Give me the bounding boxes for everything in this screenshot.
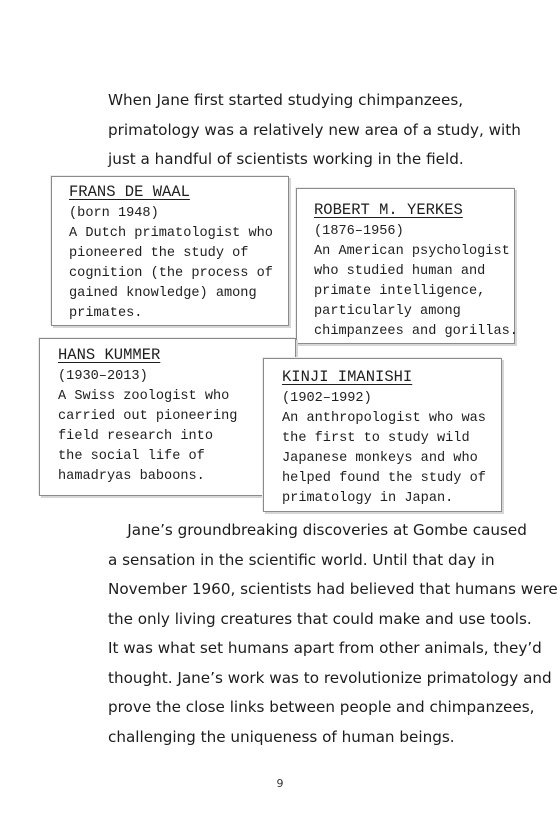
- bio-card-line: particularly among: [314, 304, 461, 319]
- bio-card-name: ROBERT M. YERKES: [314, 201, 463, 219]
- intro-paragraph: [108, 86, 521, 175]
- bio-card-robert-m-yerkes: [296, 188, 518, 344]
- bio-card-line: An anthropologist who was: [282, 411, 486, 426]
- bio-card-name: KINJI IMANISHI: [282, 368, 413, 386]
- bio-card-line: An American psychologist: [314, 244, 510, 259]
- bio-card-line: cognition (the process of: [69, 266, 273, 281]
- bio-card-frans-de-waal: [51, 176, 289, 326]
- text-line: just a handful of scientists working in the field.: [108, 150, 464, 168]
- text-line: It was what set humans apart from other animals, they’d: [108, 639, 542, 657]
- bio-card-line: the social life of: [58, 449, 205, 464]
- bio-card-line: A Dutch primatologist who: [69, 226, 273, 241]
- bio-card-line: the first to study wild: [282, 431, 470, 446]
- bio-card-line: primates.: [69, 306, 143, 321]
- text-line: a sensation in the scientific world. Until that day in: [108, 550, 495, 569]
- text-line: When Jane first started studying chimpanzees,: [108, 91, 464, 109]
- text-line: challenging the uniqueness of human beings.: [108, 727, 455, 746]
- bio-card-line: (1876–1956): [314, 224, 404, 239]
- text-line: November 1960, scientists had believed that humans were: [108, 580, 558, 598]
- bio-card-line: primate intelligence,: [314, 284, 486, 299]
- page-number: 9: [276, 777, 284, 790]
- text-line: prove the close links between people and chimpanzees,: [108, 698, 535, 716]
- bio-card-line: field research into: [58, 429, 213, 444]
- bio-card-hans-kummer: [39, 338, 296, 496]
- bio-card-line: (1930–2013): [58, 369, 148, 384]
- bio-card-line: chimpanzees and gorillas.: [314, 324, 518, 339]
- bio-card-name: HANS KUMMER: [58, 346, 161, 364]
- text-line: primatology was a relatively new area of a study, with: [108, 120, 521, 139]
- bio-card-line: helped found the study of: [282, 471, 486, 486]
- bio-card-line: primatology in Japan.: [282, 491, 454, 506]
- text-line: thought. Jane’s work was to revolutionize primatology and: [108, 668, 552, 687]
- bio-card-line: (born 1948): [69, 206, 159, 221]
- bio-card-line: who studied human and: [314, 264, 486, 279]
- body-paragraph: [108, 516, 558, 752]
- bio-card-line: gained knowledge) among: [69, 286, 257, 301]
- bio-card-line: pioneered the study of: [69, 246, 249, 261]
- text-line: Jane’s groundbreaking discoveries at Gombe caused: [108, 521, 527, 539]
- bio-card-line: hamadryas baboons.: [58, 469, 205, 484]
- bio-card-line: Japanese monkeys and who: [282, 451, 478, 466]
- bio-card-line: A Swiss zoologist who: [58, 389, 230, 404]
- bio-card-name: FRANS DE WAAL: [69, 183, 190, 201]
- bio-card-kinji-imanishi: [263, 358, 502, 512]
- text-line: the only living creatures that could make and use tools.: [108, 609, 532, 628]
- bio-card-line: (1902–1992): [282, 391, 372, 406]
- bio-card-line: carried out pioneering: [58, 409, 238, 424]
